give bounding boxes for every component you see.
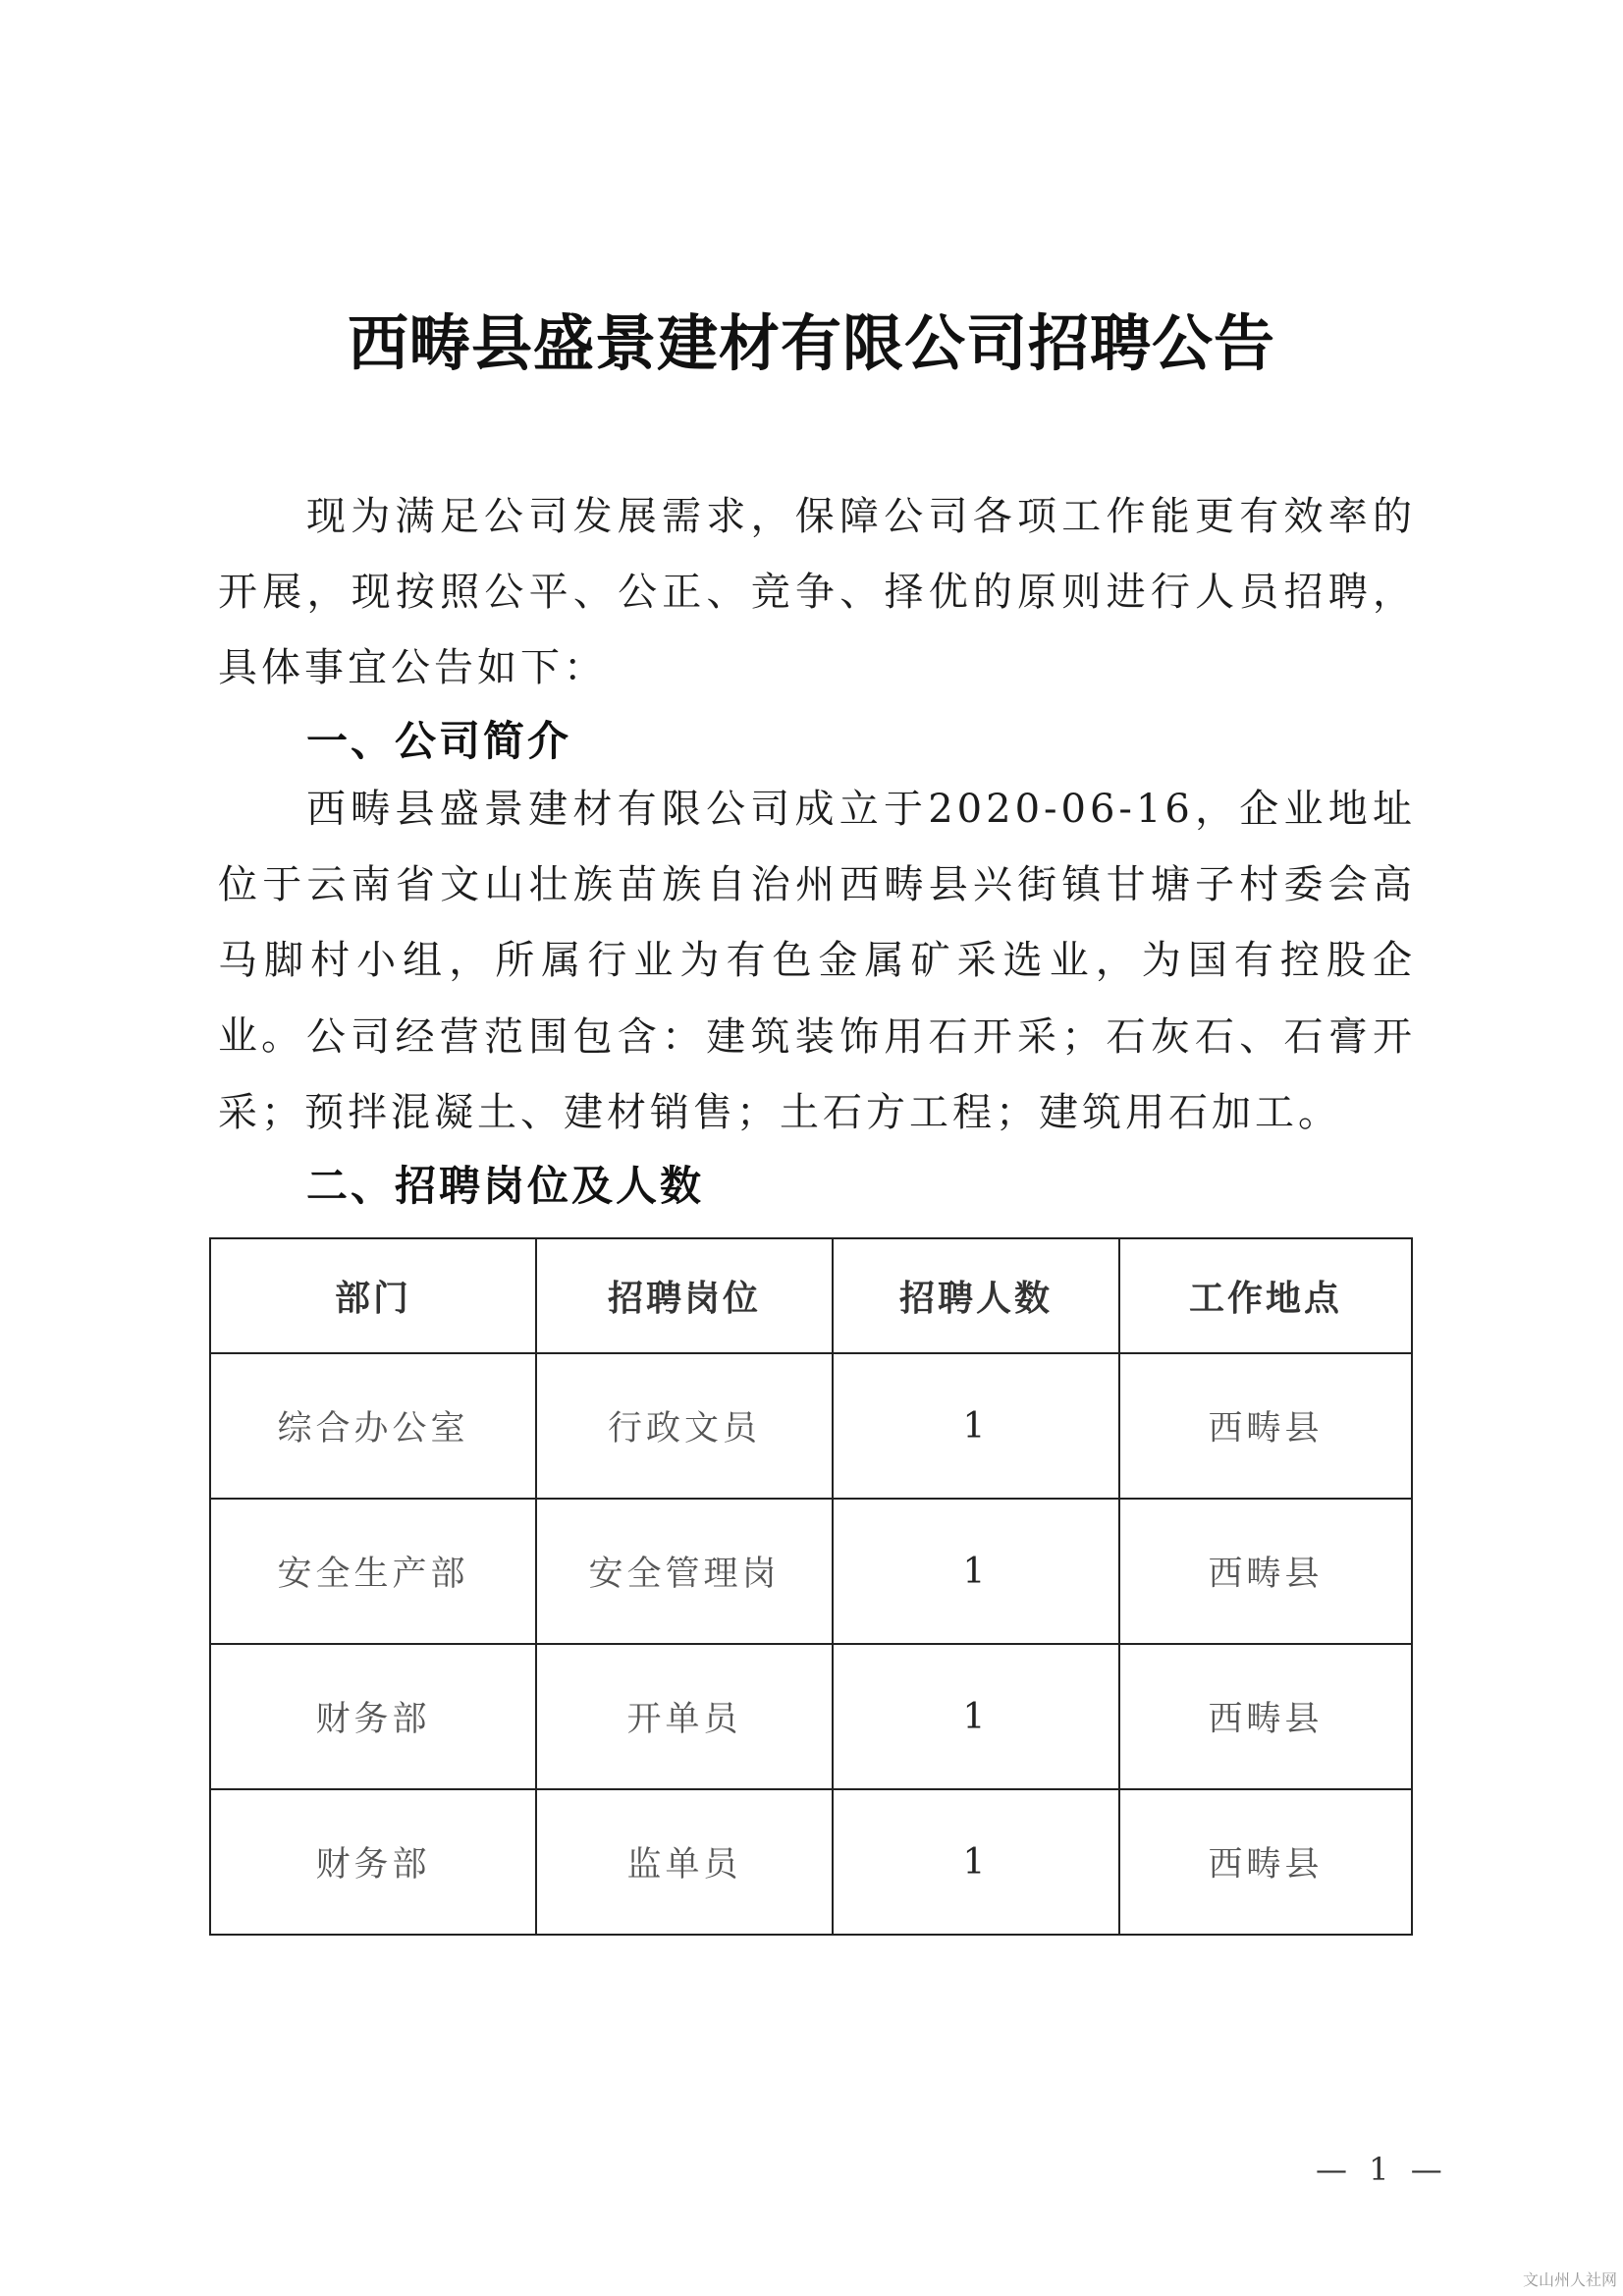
header-department: 部门 bbox=[210, 1238, 536, 1353]
watermark: 文山州人社网 bbox=[1522, 2270, 1617, 2289]
cell-position: 安全管理岗 bbox=[536, 1499, 833, 1644]
page-number: — 1 — bbox=[1316, 2151, 1448, 2188]
cell-headcount: 1 bbox=[833, 1499, 1119, 1644]
business-scope-paragraph: 公司经营范围包含：建筑装饰用石开采；石灰石、石膏开采；预拌混凝土、建材销售；土石方工程；建筑用石加工。 bbox=[218, 1014, 1416, 1135]
cell-department: 财务部 bbox=[210, 1644, 536, 1789]
cell-headcount: 1 bbox=[833, 1789, 1119, 1935]
page-title: 西畴县盛景建材有限公司招聘公告 bbox=[347, 307, 1275, 379]
cell-department: 财务部 bbox=[210, 1789, 536, 1935]
cell-headcount: 1 bbox=[833, 1644, 1119, 1789]
table-row bbox=[210, 1353, 1412, 1499]
header-location: 工作地点 bbox=[1119, 1238, 1412, 1353]
table-row bbox=[210, 1644, 1412, 1789]
company-intro-paragraph: 西畴县盛景建材有限公司成立于2020-06-16，企业地址位于云南省文山壮族苗族自治州西畴县兴街镇甘塘子村委会高马脚村小组，所属行业为有色金属矿采选业，为国有控股企业。 bbox=[218, 787, 1416, 1059]
intro-paragraph: 现为满足公司发展需求，保障公司各项工作能更有效率的开展，现按照公平、公正、竞争、择优的原则进行人员招聘，具体事宜公告如下： bbox=[218, 494, 1416, 690]
cell-position: 监单员 bbox=[536, 1789, 833, 1935]
cell-position: 开单员 bbox=[536, 1644, 833, 1789]
cell-department: 安全生产部 bbox=[210, 1499, 536, 1644]
cell-headcount: 1 bbox=[833, 1353, 1119, 1499]
table-row bbox=[210, 1499, 1412, 1644]
header-position: 招聘岗位 bbox=[536, 1238, 833, 1353]
cell-location: 西畴县 bbox=[1119, 1789, 1412, 1935]
section-heading-positions: 二、招聘岗位及人数 bbox=[306, 1162, 705, 1210]
cell-position: 行政文员 bbox=[536, 1353, 833, 1499]
cell-location: 西畴县 bbox=[1119, 1644, 1412, 1789]
section-heading-company-intro: 一、公司简介 bbox=[306, 717, 572, 765]
cell-location: 西畴县 bbox=[1119, 1499, 1412, 1644]
table-header-row bbox=[210, 1238, 1412, 1353]
recruitment-table bbox=[209, 1237, 1413, 1936]
cell-location: 西畴县 bbox=[1119, 1353, 1412, 1499]
table-row bbox=[210, 1789, 1412, 1935]
cell-department: 综合办公室 bbox=[210, 1353, 536, 1499]
header-headcount: 招聘人数 bbox=[833, 1238, 1119, 1353]
